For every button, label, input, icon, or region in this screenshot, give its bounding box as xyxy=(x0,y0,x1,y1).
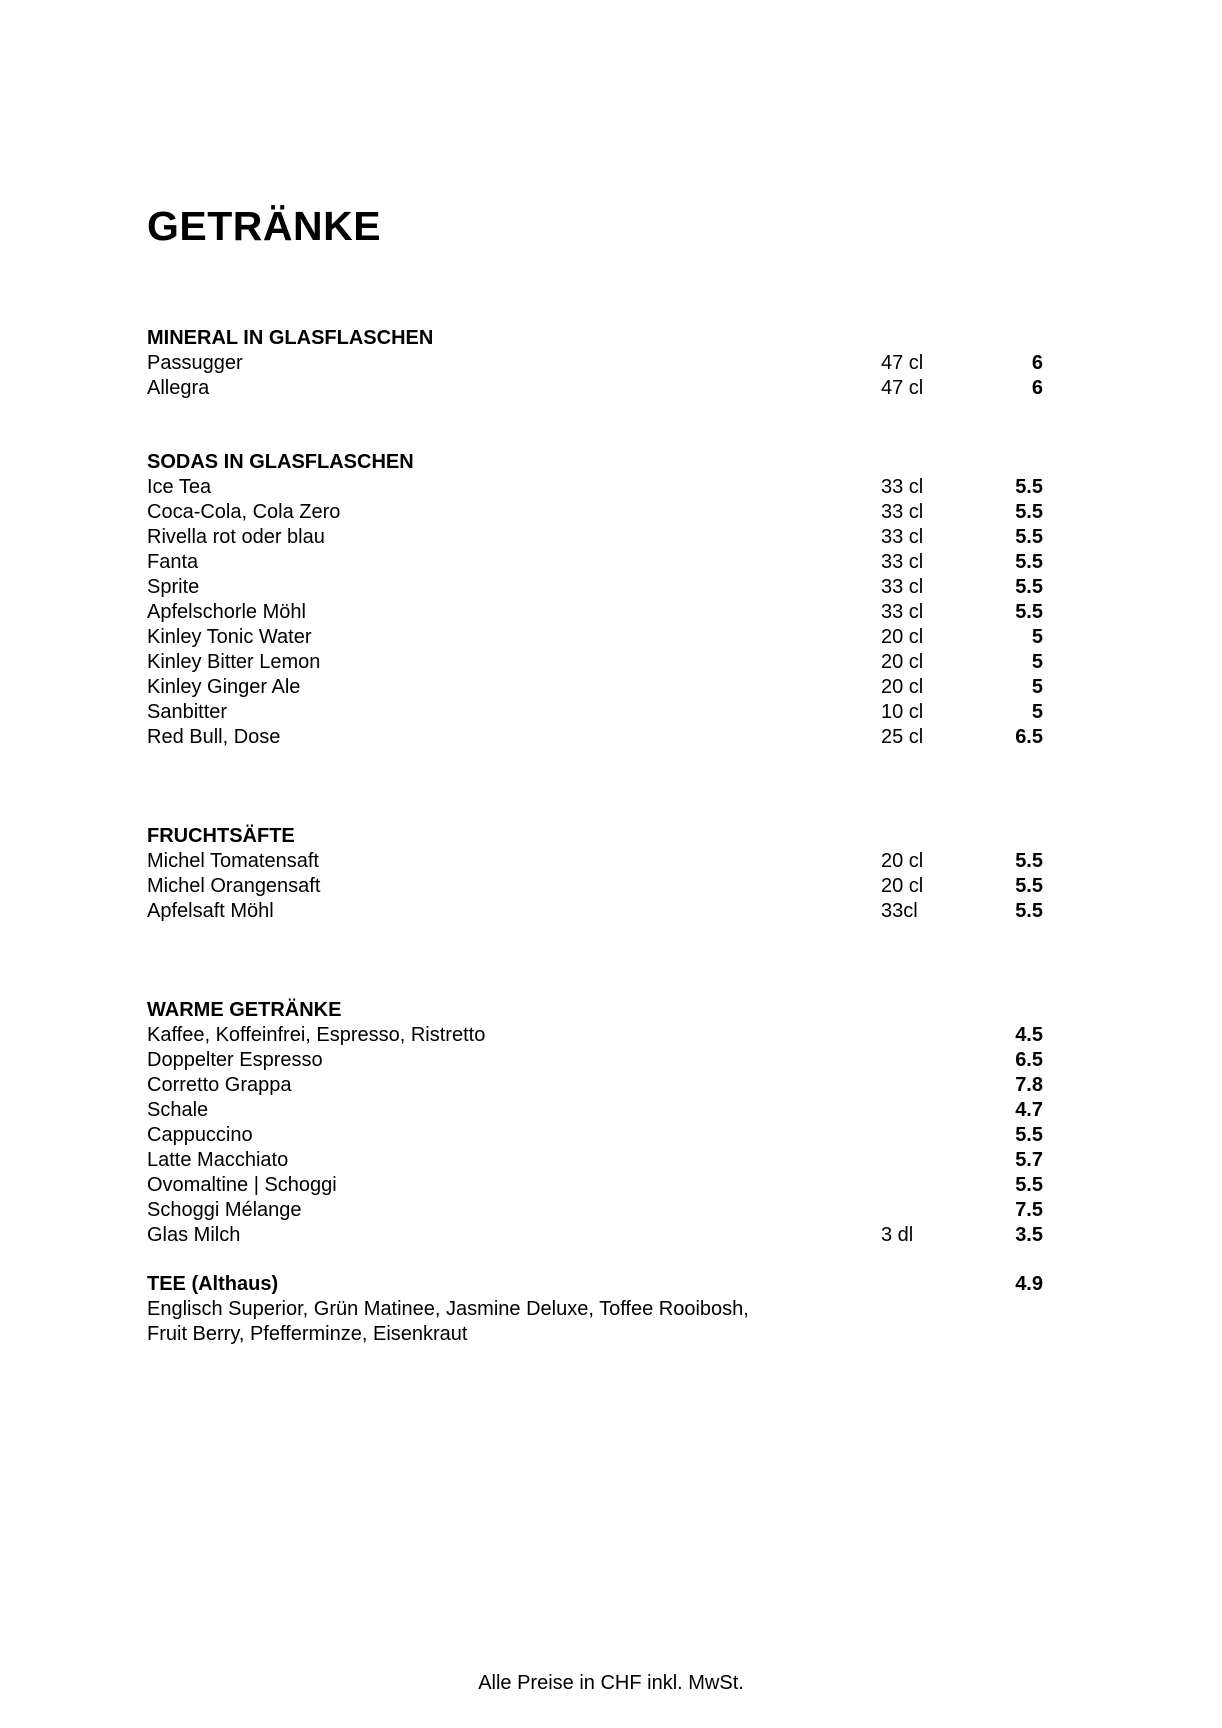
item-price: 4.7 xyxy=(1015,1099,1043,1121)
menu-item xyxy=(147,849,1043,874)
item-price: 6 xyxy=(1031,377,1043,399)
item-size: 33 cl xyxy=(881,476,924,498)
item-price: 5.5 xyxy=(1015,551,1043,573)
item-name: Michel Tomatensaft xyxy=(147,850,319,872)
section-heading-label: WARME GETRÄNKE xyxy=(147,999,342,1021)
menu-item xyxy=(147,1123,1043,1148)
section-heading-label: MINERAL IN GLASFLASCHEN xyxy=(147,327,434,349)
menu-item xyxy=(147,725,1043,750)
menu-item xyxy=(147,1223,1043,1248)
item-price: 5 xyxy=(1031,651,1043,673)
item-price: 5 xyxy=(1031,701,1043,723)
item-name: Cappuccino xyxy=(147,1124,253,1146)
item-size: 33 cl xyxy=(881,501,924,523)
item-price: 6.5 xyxy=(1015,1049,1043,1071)
item-price: 7.8 xyxy=(1015,1074,1043,1096)
item-size: 33 cl xyxy=(881,601,924,623)
item-name: Kinley Bitter Lemon xyxy=(147,651,321,673)
section-warm-drinks xyxy=(147,998,1043,1248)
item-size: 33cl xyxy=(881,900,918,922)
menu-item xyxy=(147,351,1043,376)
menu-item xyxy=(147,1148,1043,1173)
item-price: 6.5 xyxy=(1015,726,1043,748)
item-name: Apfelschorle Möhl xyxy=(147,601,306,623)
item-price: 5.5 xyxy=(1015,476,1043,498)
menu-item xyxy=(147,575,1043,600)
section-sodas xyxy=(147,450,1043,750)
menu-item xyxy=(147,525,1043,550)
section-heading xyxy=(147,998,1043,1023)
menu-item xyxy=(147,1198,1043,1223)
item-price: 5.7 xyxy=(1015,1149,1043,1171)
item-price: 4.9 xyxy=(1015,1273,1043,1295)
menu-item xyxy=(147,625,1043,650)
item-size: 20 cl xyxy=(881,850,924,872)
item-name: Passugger xyxy=(147,352,243,374)
item-size: 33 cl xyxy=(881,576,924,598)
section-heading xyxy=(147,1272,1043,1297)
item-size: 3 dl xyxy=(881,1224,914,1246)
section-juices xyxy=(147,824,1043,924)
item-size: 33 cl xyxy=(881,526,924,548)
item-price: 5.5 xyxy=(1015,1174,1043,1196)
item-name: Apfelsaft Möhl xyxy=(147,900,274,922)
item-price: 5.5 xyxy=(1015,576,1043,598)
section-heading-label: SODAS IN GLASFLASCHEN xyxy=(147,451,414,473)
item-size: 47 cl xyxy=(881,352,924,374)
item-name: Red Bull, Dose xyxy=(147,726,281,748)
item-name: Allegra xyxy=(147,377,210,399)
menu-item xyxy=(147,700,1043,725)
item-size: 10 cl xyxy=(881,701,924,723)
item-name: Coca-Cola, Cola Zero xyxy=(147,501,341,523)
item-name: Ovomaltine | Schoggi xyxy=(147,1174,337,1196)
item-size: 20 cl xyxy=(881,651,924,673)
item-price: 5.5 xyxy=(1015,501,1043,523)
tea-varieties-line xyxy=(147,1297,1043,1322)
item-price: 5.5 xyxy=(1015,526,1043,548)
item-name: Schoggi Mélange xyxy=(147,1199,302,1221)
item-size: 33 cl xyxy=(881,551,924,573)
item-price: 5.5 xyxy=(1015,900,1043,922)
menu-item xyxy=(147,475,1043,500)
item-price: 5 xyxy=(1031,626,1043,648)
item-price: 4.5 xyxy=(1015,1024,1043,1046)
item-price: 3.5 xyxy=(1015,1224,1043,1246)
item-name: Latte Macchiato xyxy=(147,1149,289,1171)
menu-item xyxy=(147,500,1043,525)
menu-item xyxy=(147,1023,1043,1048)
item-name: Ice Tea xyxy=(147,476,212,498)
item-price: 5 xyxy=(1031,676,1043,698)
item-name: Doppelter Espresso xyxy=(147,1049,323,1071)
section-mineral xyxy=(147,326,1043,401)
menu-item xyxy=(147,1173,1043,1198)
item-name: Kaffee, Koffeinfrei, Espresso, Ristretto xyxy=(147,1024,486,1046)
item-price: 5.5 xyxy=(1015,601,1043,623)
menu-item xyxy=(147,600,1043,625)
tea-varieties-line xyxy=(147,1322,1043,1347)
item-size: 20 cl xyxy=(881,676,924,698)
item-size: 20 cl xyxy=(881,626,924,648)
item-name: Schale xyxy=(147,1099,209,1121)
item-name: Sprite xyxy=(147,576,200,598)
tea-varieties-text: Englisch Superior, Grün Matinee, Jasmine Deluxe, Toffee Rooibosh, xyxy=(147,1298,749,1320)
menu-item xyxy=(147,650,1043,675)
item-name: Sanbitter xyxy=(147,701,228,723)
page-title: GETRÄNKE xyxy=(147,203,382,249)
item-name: Corretto Grappa xyxy=(147,1074,292,1096)
item-price: 7.5 xyxy=(1015,1199,1043,1221)
menu-item xyxy=(147,1098,1043,1123)
tea-varieties-text: Fruit Berry, Pfefferminze, Eisenkraut xyxy=(147,1323,468,1345)
item-name: Fanta xyxy=(147,551,199,573)
price-note-footer: Alle Preise in CHF inkl. MwSt. xyxy=(478,1672,744,1694)
section-heading xyxy=(147,450,1043,475)
section-heading xyxy=(147,326,1043,351)
item-name: Kinley Tonic Water xyxy=(147,626,312,648)
menu-item xyxy=(147,550,1043,575)
item-price: 5.5 xyxy=(1015,850,1043,872)
item-price: 6 xyxy=(1031,352,1043,374)
menu-item xyxy=(147,899,1043,924)
item-name: Rivella rot oder blau xyxy=(147,526,325,548)
menu-item xyxy=(147,874,1043,899)
menu-item xyxy=(147,675,1043,700)
menu-item xyxy=(147,1048,1043,1073)
menu-item xyxy=(147,1073,1043,1098)
item-size: 20 cl xyxy=(881,875,924,897)
item-name: Glas Milch xyxy=(147,1224,241,1246)
menu-item xyxy=(147,376,1043,401)
section-heading-label: TEE (Althaus) xyxy=(147,1273,279,1295)
section-heading-label: FRUCHTSÄFTE xyxy=(147,825,295,847)
item-name: Kinley Ginger Ale xyxy=(147,676,301,698)
item-size: 25 cl xyxy=(881,726,924,748)
item-price: 5.5 xyxy=(1015,875,1043,897)
section-tea xyxy=(147,1272,1043,1347)
item-price: 5.5 xyxy=(1015,1124,1043,1146)
item-name: Michel Orangensaft xyxy=(147,875,321,897)
section-heading xyxy=(147,824,1043,849)
item-size: 47 cl xyxy=(881,377,924,399)
